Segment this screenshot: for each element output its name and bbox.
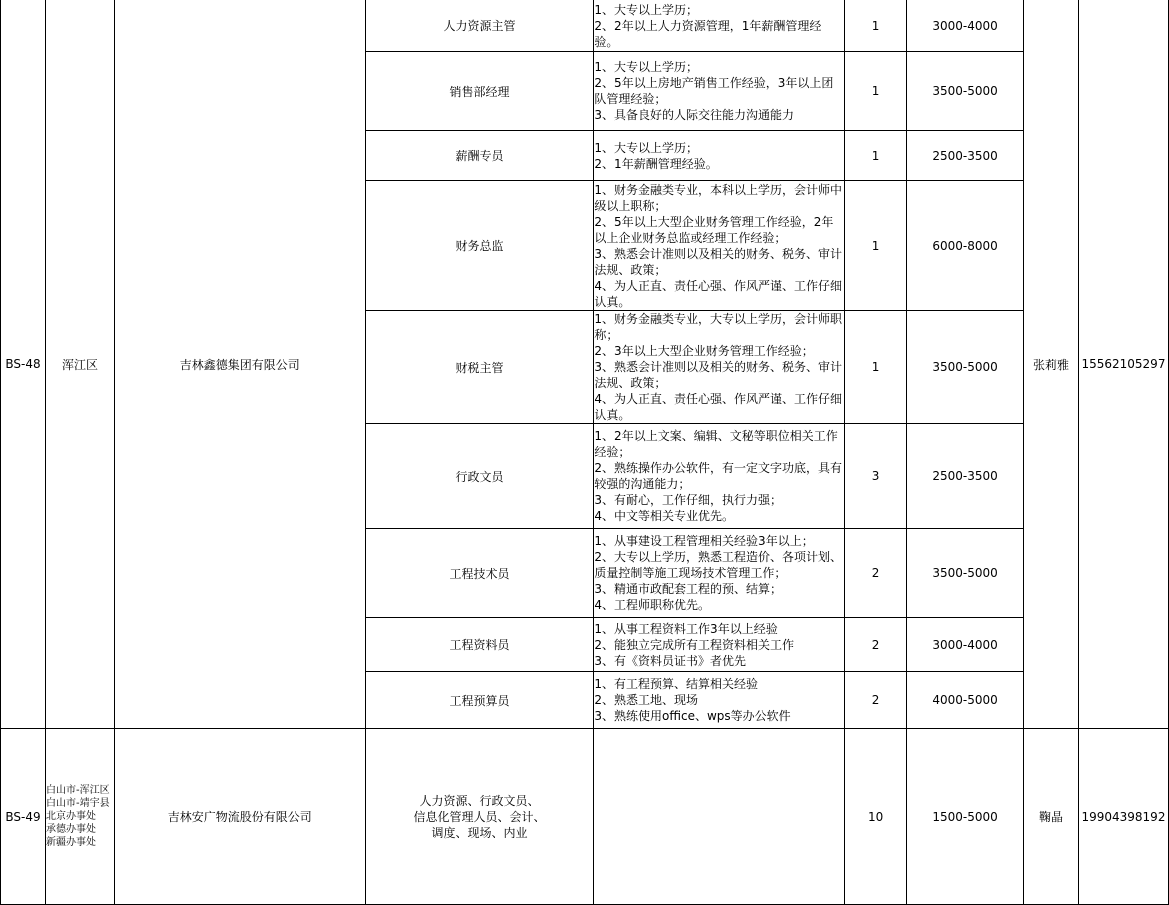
- requirement-line: 3、熟练使用office、wps等办公软件: [594, 709, 791, 723]
- headcount: 1: [845, 181, 907, 311]
- phone-number: 15562105297: [1078, 0, 1168, 729]
- requirements: [594, 618, 845, 672]
- contact-person: 张莉雅: [1024, 0, 1079, 729]
- requirement-line: 3、有《资料员证书》者优先: [594, 653, 747, 668]
- headcount: 1: [845, 52, 907, 131]
- company-name: 吉林安广物流股份有限公司: [114, 729, 365, 905]
- requirements: [594, 52, 845, 131]
- requirement-line: 3、具备良好的人际交往能力沟通能力: [594, 108, 795, 122]
- position-title: 工程技术员: [365, 529, 594, 618]
- requirement-line: 1、大专以上学历；: [594, 2, 699, 17]
- requirement-line: 1、从事建设工程管理相关经验3年以上；: [594, 534, 814, 548]
- headcount: 10: [845, 729, 907, 905]
- company-name: 吉林鑫德集团有限公司: [114, 0, 365, 729]
- requirement-line: 2、熟练操作办公软件，有一定文字功底，具有较强的沟通能力；: [594, 461, 843, 491]
- requirement-line: 2、能独立完成所有工程资料相关工作: [594, 637, 795, 652]
- requirement-line: 4、中文等相关专业优先。: [594, 509, 735, 523]
- headcount: 2: [845, 529, 907, 618]
- position-line: 信息化管理人员、会计、: [413, 809, 546, 824]
- headcount: 2: [845, 672, 907, 729]
- requirements: [594, 181, 845, 311]
- salary: 3500-5000: [907, 52, 1024, 131]
- requirement-line: 4、为人正直、责任心强、作风严谨、工作仔细认真。: [594, 278, 843, 309]
- position-title: [365, 729, 594, 905]
- position-title: 财税主管: [365, 311, 594, 424]
- requirement-line: 4、工程师职称优先。: [594, 598, 711, 612]
- requirements: [594, 311, 845, 424]
- requirement-line: 3、熟悉会计准则以及相关的财务、税务、审计法规、政策；: [594, 360, 843, 390]
- district-line: 新疆办事处: [45, 837, 96, 848]
- salary: 6000-8000: [907, 181, 1024, 311]
- position-title: 财务总监: [365, 181, 594, 311]
- employer-code: BS-49: [1, 729, 46, 905]
- salary: 3500-5000: [907, 311, 1024, 424]
- contact-person: 鞠晶: [1024, 729, 1079, 905]
- salary: 4000-5000: [907, 672, 1024, 729]
- salary: 1500-5000: [907, 729, 1024, 905]
- requirements: [594, 729, 845, 905]
- requirement-line: 2、熟悉工地、现场: [594, 693, 699, 707]
- requirement-line: 1、大专以上学历；: [594, 60, 699, 74]
- headcount: 1: [845, 311, 907, 424]
- requirement-line: 2、5年以上房地产销售工作经验，3年以上团队管理经验；: [594, 76, 834, 106]
- salary: 3500-5000: [907, 529, 1024, 618]
- requirement-line: 3、精通市政配套工程的预、结算；: [594, 582, 783, 596]
- district-line: 白山市-靖宇县: [45, 798, 110, 809]
- requirements: [594, 529, 845, 618]
- position-title: 行政文员: [365, 424, 594, 529]
- salary: 3000-4000: [907, 0, 1024, 52]
- district: 浑江区: [45, 0, 114, 729]
- requirements: [594, 0, 845, 52]
- position-title: 销售部经理: [365, 52, 594, 131]
- district-line: 承德办事处: [45, 824, 96, 835]
- requirements: [594, 424, 845, 529]
- requirement-line: 2、1年薪酬管理经验。: [594, 156, 718, 171]
- position-line: 调度、现场、内业: [431, 825, 528, 840]
- district-line: 白山市-浑江区: [45, 785, 110, 796]
- table-row: [1, 0, 1169, 52]
- position-title: 人力资源主管: [365, 0, 594, 52]
- headcount: 2: [845, 618, 907, 672]
- requirements: [594, 672, 845, 729]
- phone-number: 19904398192: [1078, 729, 1168, 905]
- position-title: 工程预算员: [365, 672, 594, 729]
- position-line: 人力资源、行政文员、: [419, 793, 540, 808]
- requirement-line: 1、大专以上学历；: [594, 140, 699, 155]
- requirement-line: 1、财务金融类专业，本科以上学历，会计师中级以上职称；: [594, 182, 843, 213]
- requirement-line: 2、大专以上学历，熟悉工程造价、各项计划、质量控制等施工现场技术管理工作；: [594, 550, 843, 580]
- requirement-line: 1、财务金融类专业，大专以上学历，会计师职称；: [594, 312, 843, 342]
- requirement-line: 1、有工程预算、结算相关经验: [594, 677, 759, 691]
- district-line: 北京办事处: [45, 811, 96, 822]
- district-list: [45, 729, 114, 905]
- salary: 2500-3500: [907, 131, 1024, 181]
- headcount: 1: [845, 0, 907, 52]
- salary: 2500-3500: [907, 424, 1024, 529]
- position-title: 工程资料员: [365, 618, 594, 672]
- requirements: [594, 131, 845, 181]
- headcount: 1: [845, 131, 907, 181]
- position-title: 薪酬专员: [365, 131, 594, 181]
- requirement-line: 3、有耐心，工作仔细，执行力强；: [594, 493, 783, 507]
- requirement-line: 3、熟悉会计准则以及相关的财务、税务、审计法规、政策；: [594, 246, 843, 277]
- salary: 3000-4000: [907, 618, 1024, 672]
- requirement-line: 2、2年以上人力资源管理，1年薪酬管理经验。: [594, 18, 822, 49]
- requirement-line: 2、5年以上大型企业财务管理工作经验，2年以上企业财务总监或经理工作经验；: [594, 214, 834, 245]
- headcount: 3: [845, 424, 907, 529]
- employer-code: BS-48: [1, 0, 46, 729]
- requirement-line: 4、为人正直、责任心强、作风严谨、工作仔细认真。: [594, 392, 843, 422]
- table-row: [1, 729, 1169, 905]
- requirement-line: 1、从事工程资料工作3年以上经验: [594, 621, 778, 636]
- requirement-line: 1、2年以上文案、编辑、文秘等职位相关工作经验；: [594, 429, 838, 459]
- requirement-line: 2、3年以上大型企业财务管理工作经验；: [594, 344, 814, 358]
